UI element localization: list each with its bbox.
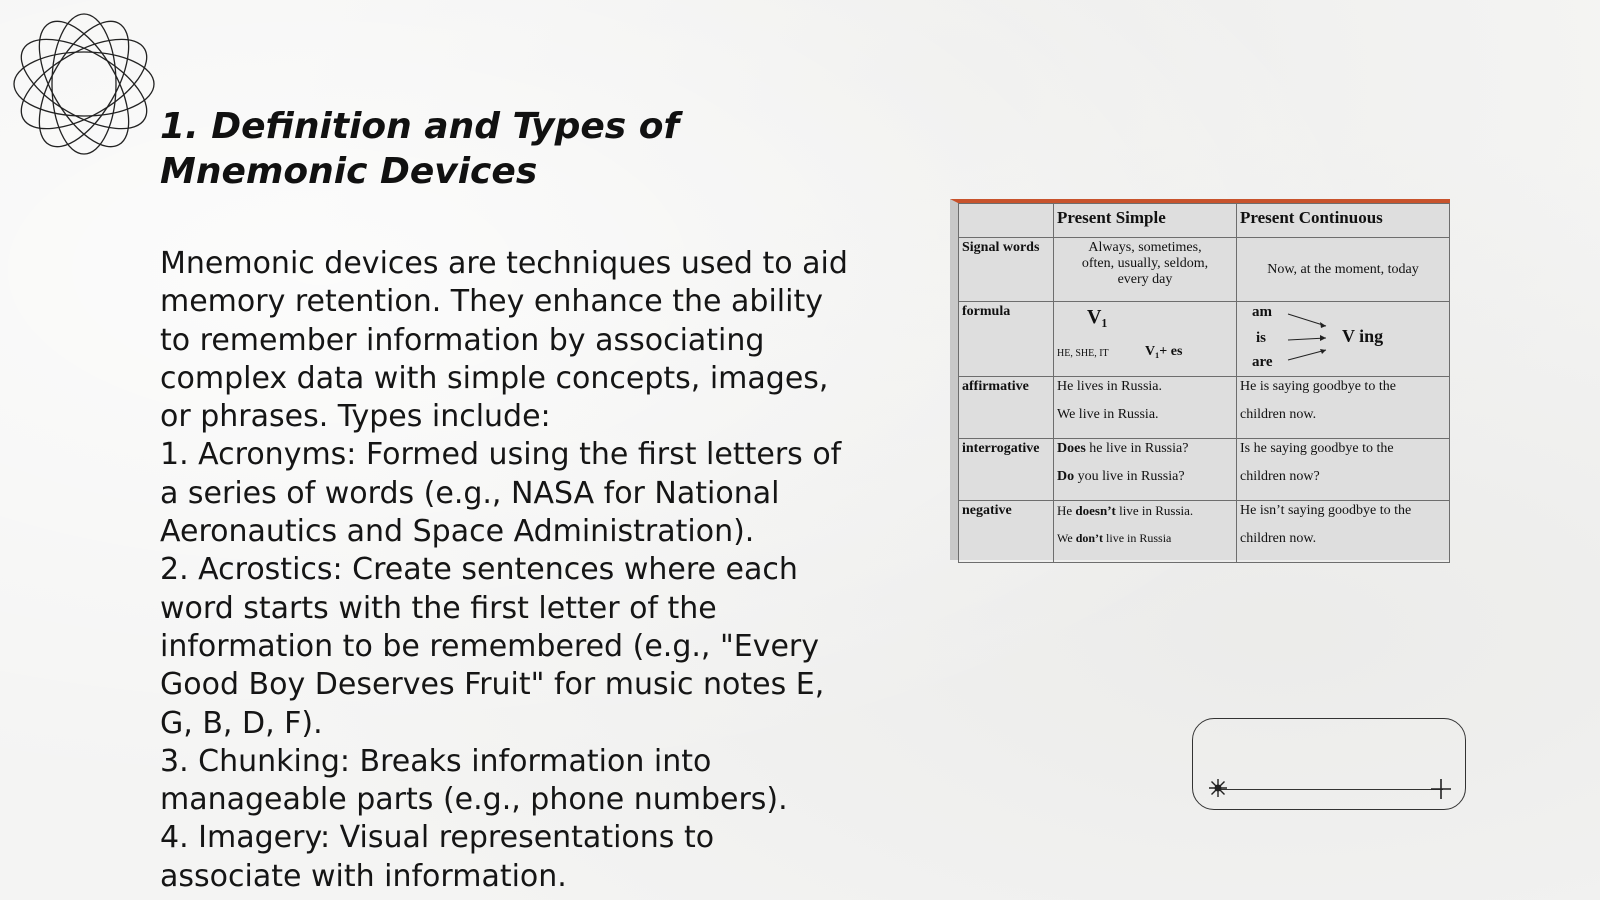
- formula-arrows-icon: [1286, 310, 1336, 366]
- interrogative-ps-1-rest: he live in Russia?: [1085, 441, 1189, 456]
- cell-interrogative-pc: [1237, 439, 1450, 501]
- cell-negative-ps: [1054, 501, 1237, 563]
- body-item-acrostics: 2. Acrostics: Create sentences where each word starts with the first letter of the information to be remembered (e.g., "Every Good Boy Deserves Fruit" for music notes E, G, B, D, F).: [160, 552, 825, 741]
- table-header-present-continuous: Present Continuous: [1237, 204, 1450, 238]
- row-label-signal-words: Signal words: [959, 238, 1054, 302]
- negative-ps-2-pre: We: [1057, 531, 1076, 545]
- cell-signal-pc: [1237, 238, 1450, 302]
- row-label-formula: formula: [959, 302, 1054, 377]
- table-header-row: [959, 204, 1450, 238]
- slide-title: 1. Definition and Types of Mnemonic Devices: [160, 106, 680, 192]
- cell-affirmative-ps: [1054, 377, 1237, 439]
- formula-pc-am: am: [1252, 304, 1272, 320]
- affirmative-pc-line-2: children now.: [1240, 407, 1317, 422]
- affirmative-ps-line-2: We live in Russia.: [1057, 407, 1159, 422]
- cell-formula-ps: [1054, 302, 1237, 377]
- table-header-present-simple: Present Simple: [1054, 204, 1237, 238]
- signal-ps-line-2: often, usually, seldom,: [1081, 256, 1209, 271]
- signal-ps-line-3: every day: [1117, 272, 1173, 287]
- interrogative-ps-line-1: [1057, 441, 1233, 457]
- cell-negative-pc: [1237, 501, 1450, 563]
- zoom-slider-track[interactable]: [1217, 789, 1443, 790]
- circle-rings-icon: [10, 10, 158, 158]
- body-item-chunking: 3. Chunking: Breaks information into manageable parts (e.g., phone numbers).: [160, 743, 788, 818]
- interrogative-pc-line-1: Is he saying goodbye to the: [1240, 441, 1394, 456]
- table-row-affirmative: [959, 377, 1450, 439]
- plus-icon[interactable]: [1429, 777, 1453, 801]
- zoom-control-panel: [1192, 718, 1466, 810]
- negative-ps-1-rest: live in Russia.: [1115, 503, 1194, 518]
- formula-ps-ves: V₁+ es: [1145, 344, 1183, 359]
- interrogative-ps-1-bold: Does: [1057, 441, 1086, 456]
- formula-ps-v1: V₁: [1087, 306, 1108, 328]
- negative-ps-1-bold: doesn’t: [1075, 503, 1116, 518]
- negative-pc-line-1: He isn’t saying goodbye to the: [1240, 503, 1412, 518]
- formula-pc-are: are: [1252, 354, 1273, 370]
- negative-pc-line-2: children now.: [1240, 531, 1317, 546]
- body-paragraph-intro: Mnemonic devices are techniques used to aid memory retention. They enhance the ability to remember information by associating complex data with simple concepts, images, or phrases. Types include:: [160, 246, 848, 435]
- table-row-negative: [959, 501, 1450, 563]
- table-header-empty: [959, 204, 1054, 238]
- cell-signal-ps: [1054, 238, 1237, 302]
- table-row-interrogative: [959, 439, 1450, 501]
- negative-ps-1-pre: He: [1057, 503, 1076, 518]
- slide-body: [160, 245, 850, 896]
- affirmative-ps-line-1: He lives in Russia.: [1057, 379, 1162, 394]
- interrogative-ps-line-2: [1057, 469, 1233, 485]
- table-row-formula: [959, 302, 1450, 377]
- signal-ps-line-1: Always, sometimes,: [1088, 240, 1202, 255]
- formula-pc-is: is: [1256, 330, 1267, 346]
- interrogative-pc-line-2: children now?: [1240, 469, 1320, 484]
- table-row-signal-words: [959, 238, 1450, 302]
- row-label-negative: negative: [959, 501, 1054, 563]
- negative-ps-2-rest: live in Russia: [1103, 531, 1172, 545]
- affirmative-pc-line-1: He is saying goodbye to the: [1240, 379, 1396, 394]
- interrogative-ps-2-bold: Do: [1057, 469, 1075, 484]
- negative-ps-line-2: [1057, 531, 1233, 546]
- cell-affirmative-pc: [1237, 377, 1450, 439]
- sun-icon[interactable]: [1207, 777, 1229, 799]
- body-item-acronyms: 1. Acronyms: Formed using the first letters of a series of words (e.g., NASA for National Aeronautics and Space Administration).: [160, 437, 842, 550]
- grammar-table: [958, 203, 1450, 563]
- cell-interrogative-ps: [1054, 439, 1237, 501]
- cell-formula-pc: [1237, 302, 1450, 377]
- interrogative-ps-2-rest: you live in Russia?: [1074, 469, 1185, 484]
- negative-ps-2-bold: don’t: [1075, 531, 1104, 545]
- signal-pc-text: Now, at the moment, today: [1267, 261, 1419, 277]
- grammar-table-image: [950, 199, 1450, 560]
- formula-ps-he: HE, SHE, IT: [1057, 348, 1109, 359]
- row-label-interrogative: interrogative: [959, 439, 1054, 501]
- negative-ps-line-1: [1057, 503, 1233, 519]
- formula-pc-ving: V ing: [1342, 326, 1384, 346]
- row-label-affirmative: affirmative: [959, 377, 1054, 439]
- body-item-imagery: 4. Imagery: Visual representations to associate with information.: [160, 820, 715, 894]
